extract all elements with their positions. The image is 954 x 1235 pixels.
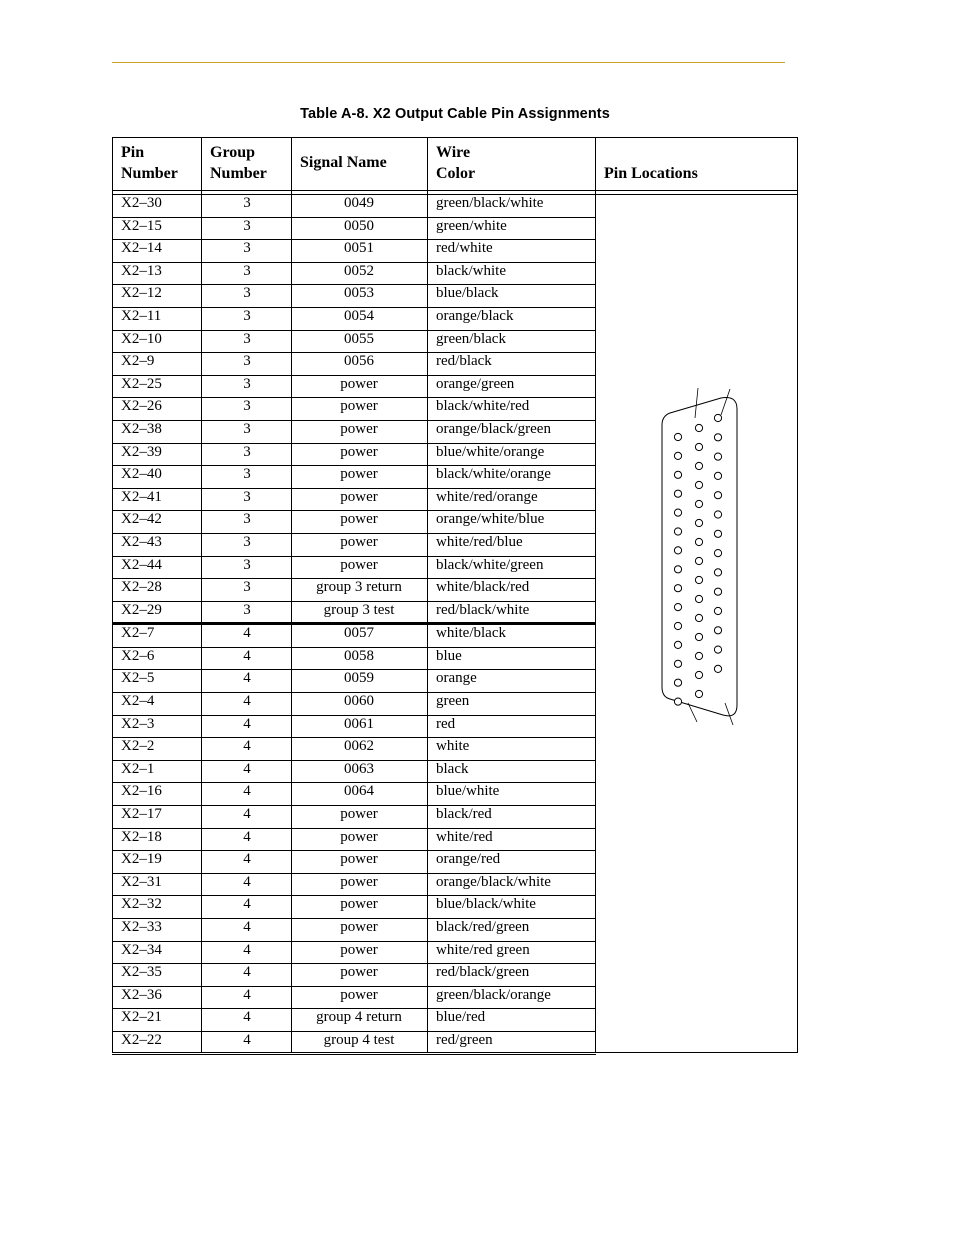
cell-pin: X2–15 [121,217,162,234]
cell-wire: white [436,738,470,755]
table-row [112,285,596,308]
table-row [112,557,596,580]
connector-pin [714,569,721,576]
cell-pin: X2–26 [121,398,162,415]
connector-pin [674,604,681,611]
cell-wire: blue [436,647,462,664]
cell-group: 4 [243,670,251,687]
cell-wire: red [436,715,456,732]
connector-pin [714,414,721,421]
cell-group: 4 [243,941,251,958]
cell-signal: 0051 [344,240,374,257]
cell-wire: orange/red [436,851,501,868]
cell-group: 3 [243,195,251,211]
cell-signal: 0055 [344,330,374,347]
cell-group: 3 [243,420,251,437]
table-row [112,693,596,716]
table-row [112,806,596,829]
table-row [112,579,596,602]
table-row [112,896,596,919]
connector-pin [714,665,721,672]
cell-group: 3 [243,533,251,550]
cell-pin: X2–11 [121,307,162,324]
cell-pin: X2–22 [121,1031,162,1048]
cell-wire: blue/black [436,285,499,302]
cell-pin: X2–35 [121,964,162,981]
cell-group: 3 [243,601,251,618]
cell-group: 4 [243,760,251,777]
table-row [112,195,596,218]
header-rule [112,62,785,63]
connector-pin [674,452,681,459]
connector-pin [674,471,681,478]
cell-group: 3 [243,375,251,392]
cell-group: 4 [243,986,251,1003]
cell-signal: group 3 test [323,601,395,618]
cell-signal: 0062 [344,738,374,755]
connector-pin [674,509,681,516]
cell-wire: blue/white [436,783,500,800]
cell-pin: X2–38 [121,420,162,437]
cell-pin: X2–31 [121,873,162,890]
cell-pin: X2–10 [121,330,162,347]
connector-pin [674,698,681,705]
cell-pin: X2–5 [121,670,155,687]
cell-wire: white/red/blue [436,533,523,550]
cell-group: 4 [243,919,251,935]
table-row [112,218,596,241]
cell-pin: X2–42 [121,511,162,528]
cell-signal: 0059 [344,670,374,687]
cell-pin: X2–7 [121,625,155,642]
cell-signal: 0052 [344,262,374,279]
cell-wire: orange/white/blue [436,511,545,528]
connector-pin [695,576,702,583]
cell-wire: orange/black [436,307,514,324]
table-row [112,1032,596,1055]
connector-pin [695,614,702,621]
cell-signal: 0061 [344,715,374,732]
cell-signal: power [340,873,378,890]
cell-signal: power [340,533,378,550]
table-row [112,670,596,693]
header-pin-locations: Pin Locations [604,165,698,182]
table-row [112,421,596,444]
table-row [112,738,596,761]
cell-pin: X2–18 [121,828,162,845]
cell-signal: 0064 [344,783,374,800]
cell-wire: red/black/white [436,601,530,618]
connector-pin [695,671,702,678]
cell-group: 4 [243,964,251,981]
header-group-number: Group Number [210,144,267,182]
table-row [112,625,596,648]
cell-pin: X2–6 [121,647,155,664]
connector-pin [695,595,702,602]
cell-wire: red/green [436,1031,493,1048]
connector-pin [714,453,721,460]
cell-wire: green/white [436,217,507,234]
cell-pin: X2–2 [121,738,155,755]
connector-pin [695,538,702,545]
cell-group: 4 [243,806,251,823]
connector-pin [695,557,702,564]
cell-pin: X2–1 [121,760,155,777]
cell-wire: white/red/orange [436,488,538,505]
cell-signal: power [340,828,378,845]
table-row [112,353,596,376]
cell-pin: X2–41 [121,488,162,505]
connector-pin [695,424,702,431]
connector-pin [695,443,702,450]
cell-signal: power [340,556,378,573]
connector-pin [674,566,681,573]
cell-signal: power [340,511,378,528]
cell-group: 4 [243,873,251,890]
table-row [112,874,596,897]
connector-pin [695,500,702,507]
header-signal-name: Signal Name [300,154,387,171]
cell-signal: group 4 return [316,1009,402,1026]
connector-pin [695,519,702,526]
table-row [112,648,596,671]
connector-pin [695,462,702,469]
cell-wire: black/red [436,806,492,823]
cell-signal: power [340,420,378,437]
cell-wire: white/black/red [436,579,530,596]
cell-group: 4 [243,896,251,913]
cell-group: 3 [243,488,251,505]
cell-group: 3 [243,443,251,460]
connector-pin [714,530,721,537]
table-row [112,1009,596,1032]
cell-group: 3 [243,511,251,528]
connector-pin [674,547,681,554]
table-row [112,331,596,354]
cell-wire: red/white [436,240,493,257]
cell-signal: power [340,443,378,460]
table-row [112,942,596,965]
table-row [112,444,596,467]
cell-group: 3 [243,466,251,483]
cell-pin: X2–32 [121,896,162,913]
table-row [112,783,596,806]
connector-pin [714,607,721,614]
table-row [112,376,596,399]
connector-pin [714,646,721,653]
table-row [112,489,596,512]
cell-signal: 0056 [344,353,374,370]
table-row [112,964,596,987]
cell-pin: X2–3 [121,715,155,732]
cell-wire: black/red/green [436,919,530,935]
table-row [112,511,596,534]
cell-pin: X2–4 [121,693,155,710]
cell-pin: X2–17 [121,806,162,823]
table-row [112,534,596,557]
cell-pin: X2–36 [121,986,162,1003]
cell-signal: 0060 [344,693,374,710]
connector-pin [674,528,681,535]
cell-signal: power [340,466,378,483]
table-row [112,308,596,331]
connector-pin [674,641,681,648]
connector-pin [714,511,721,518]
cell-pin: X2–21 [121,1009,162,1026]
cell-signal: power [340,941,378,958]
cell-signal: power [340,398,378,415]
cell-group: 3 [243,398,251,415]
cell-signal: 0054 [344,307,374,324]
cell-group: 4 [243,851,251,868]
connector-pin [695,690,702,697]
cell-pin: X2–19 [121,851,162,868]
cell-group: 4 [243,647,251,664]
cell-group: 3 [243,262,251,279]
cell-group: 3 [243,217,251,234]
cell-pin: X2–14 [121,240,162,257]
cell-wire: green/black/white [436,195,544,211]
connector-pin [714,627,721,634]
connector-pin [714,492,721,499]
cell-wire: black/white/green [436,556,544,573]
cell-group: 4 [243,625,251,642]
connector-pin [695,652,702,659]
cell-wire: white/black [436,625,506,642]
cell-group: 3 [243,307,251,324]
header-divider [112,190,798,191]
cell-group: 4 [243,715,251,732]
cell-wire: red/black [436,353,492,370]
cell-pin: X2–43 [121,533,162,550]
table-row [112,761,596,784]
cell-wire: red/black/green [436,964,530,981]
cell-wire: black/white/red [436,398,530,415]
connector-pin [674,622,681,629]
cell-pin: X2–40 [121,466,162,483]
table-row [112,263,596,286]
cell-signal: power [340,488,378,505]
cell-signal: power [340,375,378,392]
cell-wire: white/red [436,828,493,845]
cell-group: 4 [243,828,251,845]
cell-group: 4 [243,1031,251,1048]
cell-pin: X2–13 [121,262,162,279]
table-row [112,240,596,263]
cell-wire: green/black [436,330,506,347]
cell-signal: power [340,919,378,935]
cell-wire: green [436,693,470,710]
cell-pin: X2–39 [121,443,162,460]
cell-group: 3 [243,330,251,347]
table-row [112,602,596,626]
cell-wire: black [436,760,469,777]
cell-wire: orange/green [436,375,515,392]
cell-group: 4 [243,693,251,710]
cell-wire: black/white [436,262,506,279]
cell-signal: 0063 [344,760,374,777]
cell-signal: 0049 [344,195,374,211]
connector-pin [714,434,721,441]
cell-pin: X2–34 [121,941,162,958]
cell-signal: 0058 [344,647,374,664]
cell-pin: X2–33 [121,919,162,935]
connector-pin [674,490,681,497]
connector-pin [674,679,681,686]
cell-wire: blue/red [436,1009,486,1026]
cell-signal: power [340,851,378,868]
connector-pin [695,481,702,488]
cell-wire: orange [436,670,477,687]
connector-pin [695,633,702,640]
cell-group: 3 [243,556,251,573]
table-row [112,398,596,421]
connector-pin [714,588,721,595]
table-row [112,851,596,874]
connector-pin [674,660,681,667]
cell-pin: X2–16 [121,783,162,800]
table-body [112,195,596,1055]
cell-group: 4 [243,783,251,800]
cell-wire: green/black/orange [436,986,551,1003]
cell-group: 3 [243,579,251,596]
table-row [112,829,596,852]
table-row [112,987,596,1010]
cell-signal: power [340,986,378,1003]
cell-wire: black/white/orange [436,466,551,483]
cell-wire: orange/black/green [436,420,551,437]
cell-group: 3 [243,240,251,257]
table-row [112,919,596,942]
cell-pin: X2–30 [121,195,162,211]
cell-wire: white/red green [436,941,530,958]
cell-group: 4 [243,738,251,755]
table-caption: Table A-8. X2 Output Cable Pin Assignments [300,106,610,122]
connector-pin [674,433,681,440]
header-pin-number: Pin Number [121,144,178,182]
cell-signal: 0057 [344,625,374,642]
cell-wire: blue/black/white [436,896,536,913]
connector-pin [714,472,721,479]
cell-signal: power [340,964,378,981]
cell-pin: X2–25 [121,375,162,392]
table-row [112,466,596,489]
cell-pin: X2–28 [121,579,162,596]
cell-group: 4 [243,1009,251,1026]
cell-signal: power [340,896,378,913]
cell-signal: power [340,806,378,823]
cell-signal: group 3 return [316,579,402,596]
cell-pin: X2–29 [121,601,162,618]
cell-pin: X2–44 [121,556,162,573]
header-wire-color: Wire Color [436,144,476,182]
44-pin-d-sub-connector-icon [655,385,745,730]
connector-pin [674,585,681,592]
cell-wire: orange/black/white [436,873,551,890]
table-row [112,716,596,739]
cell-pin: X2–12 [121,285,162,302]
cell-wire: blue/white/orange [436,443,545,460]
cell-signal: 0050 [344,217,374,234]
cell-group: 3 [243,285,251,302]
connector-pin [714,550,721,557]
cell-pin: X2–9 [121,353,155,370]
cell-group: 3 [243,353,251,370]
cell-signal: group 4 test [323,1031,395,1048]
cell-signal: 0053 [344,285,374,302]
